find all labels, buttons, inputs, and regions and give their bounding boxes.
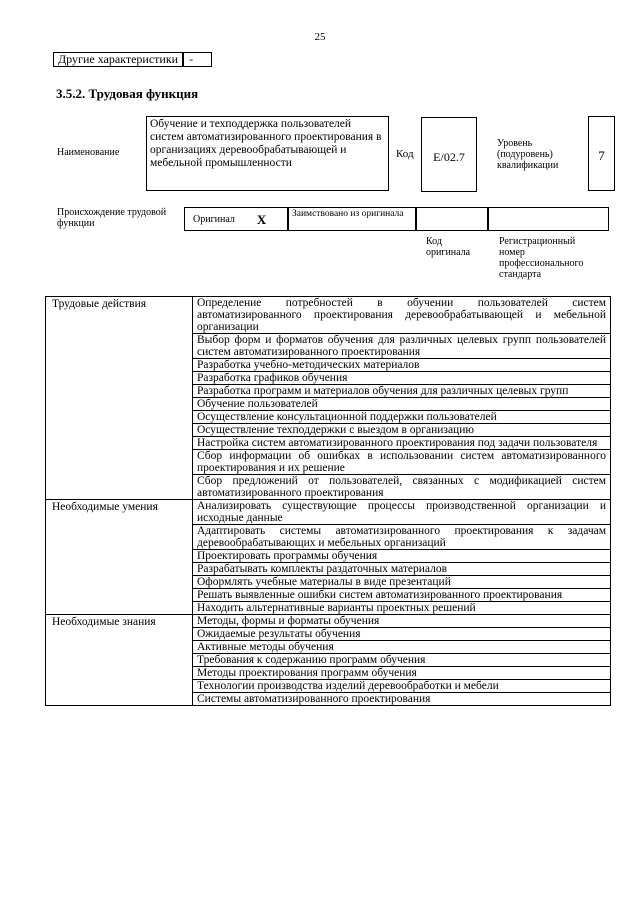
section-title: 3.5.2. Трудовая функция (56, 86, 199, 101)
item-cell: Методы, формы и форматы обучения (193, 615, 611, 628)
item-cell: Разработка учебно-методических материалов (193, 359, 611, 372)
name-label: Наименование (57, 147, 120, 158)
other-characteristics-value: - (182, 52, 212, 67)
reg-number-caption: Регистрационный номер профессионального стандарта (499, 236, 584, 280)
table-row (46, 500, 611, 525)
table-row (46, 615, 611, 628)
level-label: Уровень (подуровень) квалификации (497, 138, 559, 171)
item-cell: Разработка графиков обучения (193, 372, 611, 385)
item-cell: Разрабатывать комплекты раздаточных материалов (193, 563, 611, 576)
other-characteristics-row (53, 52, 601, 67)
item-cell: Оформлять учебные материалы в виде презентаций (193, 576, 611, 589)
item-cell: Выбор форм и форматов обучения для различных целевых групп пользователей систем автоматизированного проектирования (193, 334, 611, 359)
item-cell: Находить альтернативные варианты проектных решений (193, 602, 611, 615)
origin-original-cell (184, 207, 288, 231)
item-cell: Осуществление консультационной поддержки пользователей (193, 411, 611, 424)
item-cell: Решать выявленные ошибки систем автоматизированного проектирования (193, 589, 611, 602)
item-cell: Технологии производства изделий деревообработки и мебели (193, 680, 611, 693)
item-cell: Сбор информации об ошибках в использовании систем автоматизированного проектирования и их решение (193, 450, 611, 475)
other-characteristics-label: Другие характеристики (53, 52, 182, 67)
item-cell: Осуществление техподдержки с выездом в организацию (193, 424, 611, 437)
original-label: Оригинал (193, 213, 235, 225)
item-cell: Проектировать программы обучения (193, 550, 611, 563)
item-cell: Требования к содержанию программ обучения (193, 654, 611, 667)
code-original-caption: Код оригинала (426, 236, 471, 258)
item-cell: Настройка систем автоматизированного проектирования под задачи пользователя (193, 437, 611, 450)
category-cell: Необходимые умения (46, 500, 193, 615)
function-name: Обучение и техподдержка пользователей систем автоматизированного проектирования в организациях деревообрабатывающей и мебельной промышленности (146, 116, 389, 191)
table-row (46, 297, 611, 334)
item-cell: Активные методы обучения (193, 641, 611, 654)
item-cell: Сбор предложений от пользователей, связанных с модификацией систем автоматизированного проектирования (193, 475, 611, 500)
item-cell: Разработка программ и материалов обучения для различных целевых групп (193, 385, 611, 398)
code-label: Код (396, 148, 414, 160)
function-code: E/02.7 (421, 117, 477, 192)
origin-code-cell (416, 207, 488, 231)
borrowed-label: Заимствовано из оригинала (288, 207, 416, 231)
origin-label: Происхождение трудовой функции (57, 207, 167, 229)
item-cell: Определение потребностей в обучении пользователей систем автоматизированного проектирования деревообрабатывающей и мебельной организации (193, 297, 611, 334)
page-number: 25 (314, 31, 326, 43)
qualification-level: 7 (588, 116, 615, 191)
origin-reg-cell (488, 207, 609, 231)
item-cell: Обучение пользователей (193, 398, 611, 411)
item-cell: Анализировать существующие процессы производственной организации и исходные данные (193, 500, 611, 525)
original-mark: X (256, 211, 267, 227)
category-cell: Необходимые знания (46, 615, 193, 706)
origin-row (184, 207, 609, 231)
item-cell: Методы проектирования программ обучения (193, 667, 611, 680)
item-cell: Адаптировать системы автоматизированного проектирования к задачам деревообрабатывающих и мебельных организаций (193, 525, 611, 550)
item-cell: Ожидаемые результаты обучения (193, 628, 611, 641)
labor-function-table (45, 296, 611, 706)
category-cell: Трудовые действия (46, 297, 193, 500)
item-cell: Системы автоматизированного проектирования (193, 693, 611, 706)
